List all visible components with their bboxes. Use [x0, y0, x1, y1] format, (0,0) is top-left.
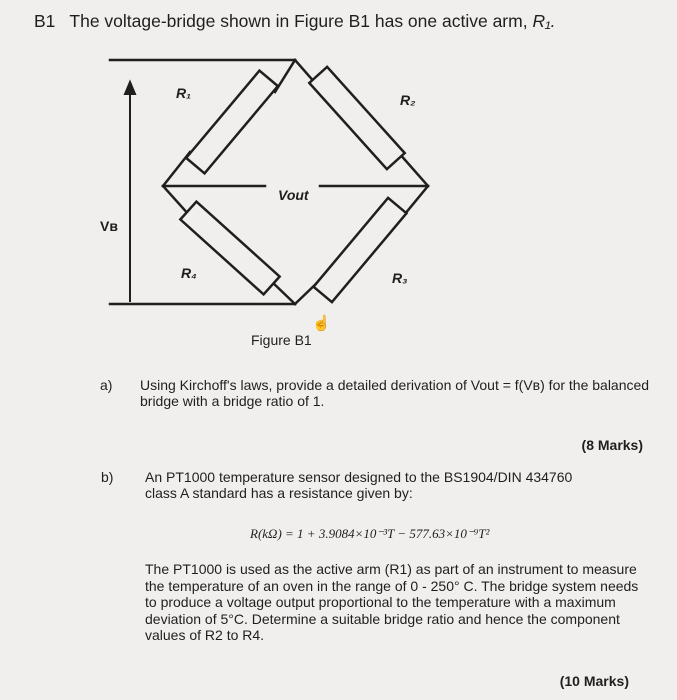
hand-cursor-icon: ☝: [312, 315, 331, 332]
resistor-r2: [309, 67, 404, 169]
question-number: B1: [34, 11, 56, 31]
question-heading-text: The voltage-bridge shown in Figure B1 has one active arm,: [69, 11, 533, 31]
part-a-text: Using Kirchoff's laws, provide a detailed derivation of Vout = f(Vʙ) for the balanced bridge with a bridge ratio of 1.: [140, 377, 650, 409]
part-b-marks: (10 Marks): [559, 673, 629, 689]
r2-wire-b: [398, 152, 428, 186]
figure-caption: Figure B1: [251, 332, 312, 348]
resistance-formula: R(kΩ) = 1 + 3.9084×10⁻³T − 577.63×10⁻⁹T²: [250, 526, 490, 541]
resistor-r1: [186, 71, 278, 174]
question-heading: [34, 11, 555, 32]
label-vout: Vout: [278, 187, 309, 203]
part-b-body: The PT1000 is used as the active arm (R1) as part of an instrument to measure the temperature of an oven in the range of 0 - 250° C. The bridge system needs to produce a voltage output proportional to the temperature with a maximum deviation of 5°C. Determine a suitable bridge ratio and hence the component values of R2 to R4.: [145, 561, 639, 643]
part-b-intro: An PT1000 temperature sensor designed to the BS1904/DIN 434760 class A standard has a resistance given by:: [145, 469, 573, 501]
part-a-label: a): [100, 377, 113, 393]
active-arm-label: R₁.: [532, 11, 556, 31]
label-r1: R₁: [176, 85, 192, 101]
bridge-circuit-diagram: [0, 40, 677, 310]
part-b-label: b): [101, 469, 114, 485]
resistor-r3: [314, 198, 407, 302]
label-r4: R₄: [181, 265, 197, 281]
supply-arrow-head: [125, 82, 135, 94]
part-a-marks: (8 Marks): [581, 437, 643, 453]
label-r3: R₃: [392, 270, 408, 286]
label-vb: Vʙ: [100, 218, 118, 234]
label-r2: R₂: [400, 92, 416, 108]
